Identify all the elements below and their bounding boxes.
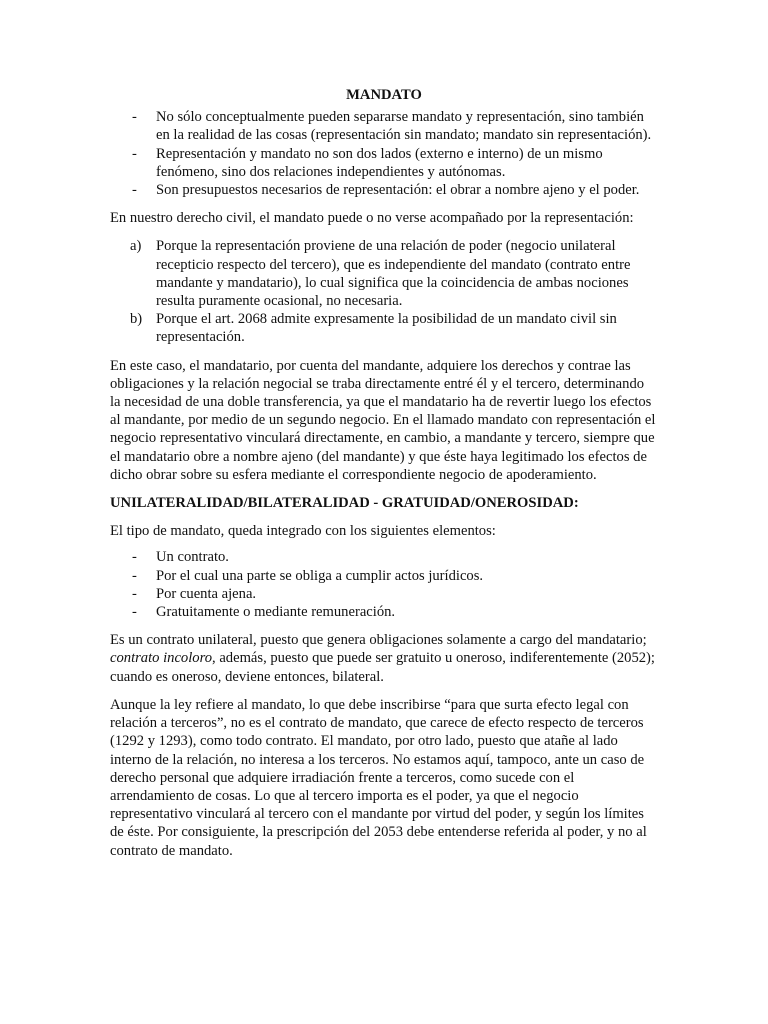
list-marker: a) (130, 238, 142, 255)
list-marker: - (132, 109, 137, 126)
list-marker: - (132, 182, 137, 199)
document-title: MANDATO (346, 87, 422, 103)
elements-list (110, 548, 658, 621)
italic-term: contrato incoloro (110, 650, 213, 667)
list-item-text: Representación y mandato no son dos lados (externo e interno) de un mismo fenómeno, sino dos relaciones independientes y autónomas. (156, 145, 603, 180)
list-item (110, 237, 658, 310)
reasons-list (110, 237, 658, 346)
paragraph-representacion: En nuestro derecho civil, el mandato puede o no verse acompañado por la representación: (110, 210, 634, 227)
intro-list (110, 108, 658, 199)
paragraph-text: , además, puesto que puede ser gratuito u oneroso, indiferentemente (2052); cuando es oneroso, deviene entonces, bilateral. (110, 650, 655, 685)
list-item-text: Porque el art. 2068 admite expresamente la posibilidad de un mandato civil sin representación. (156, 311, 617, 346)
list-marker: - (132, 145, 137, 162)
list-item (110, 567, 658, 585)
list-item (110, 108, 658, 144)
list-item (110, 603, 658, 621)
list-marker: - (132, 585, 137, 602)
paragraph-text: Es un contrato unilateral, puesto que genera obligaciones solamente a cargo del mandatario; (110, 632, 647, 649)
list-marker: - (132, 604, 137, 621)
list-item (110, 548, 658, 566)
list-item-text: Gratuitamente o mediante remuneración. (156, 604, 396, 621)
document-body (110, 86, 658, 860)
paragraph-mandatario: En este caso, el mandatario, por cuenta del mandante, adquiere los derechos y contrae las obligaciones y la relación negocial se traba directamente entré él y el tercero, determinando la necesidad de una doble transferencia, ya que el mandatario ha de revertir luego los efectos al mandante, por medio de un segundo negocio. En el llamado mandato con representación el negocio representativo vinculará directamente, en cambio, a mandante y tercero, siempre que el mandatario obre a nombre ajeno (del mandante) y que éste haya legitimado los efectos de dicho obrar sobre su esfera mediante el correspondiente negocio de apoderamiento. (110, 357, 656, 483)
list-item-text: Por el cual una parte se obliga a cumplir actos jurídicos. (156, 567, 484, 584)
list-item (110, 145, 658, 181)
list-item-text: Son presupuestos necesarios de representación: el obrar a nombre ajeno y el poder. (156, 182, 640, 199)
section-heading: UNILATERALIDAD/BILATERALIDAD - GRATUIDAD/ONEROSIDAD: (110, 495, 579, 512)
paragraph-inscripcion: Aunque la ley refiere al mandato, lo que debe inscribirse “para que surta efecto legal con relación a terceros”, no es el contrato de mandato, que carece de efecto respecto de terceros (1292 y 1293), como todo contrato. El mandato, por otro lado, puesto que atañe al lado interno de la relación, no interesa a los terceros. No estamos aquí, tampoco, ante un caso de derecho personal que adquiere irradiación frente a terceros, como sucede con el arrendamiento de cosas. Lo que al tercero importa es el poder, ya que el negocio representativo vinculará al tercero con el mandante por virtud del poder, y según los límites de éste. Por consiguiente, la prescripción del 2053 debe entenderse referida al poder, y no al contrato de mandato. (110, 696, 647, 859)
paragraph-unilateral (110, 631, 658, 686)
list-item-text: Por cuenta ajena. (156, 585, 257, 602)
list-item (110, 310, 658, 346)
list-item-text: Un contrato. (156, 549, 229, 566)
list-item-text: Porque la representación proviene de una relación de poder (negocio unilateral recepticio respecto del tercero), que es independiente del mandato (contrato entre mandante y mandatario), lo cual significa que la coincidencia de ambas nociones resulta puramente ocasional, no necesaria. (156, 238, 631, 310)
list-marker: - (132, 549, 137, 566)
list-marker: - (132, 567, 137, 584)
list-item (110, 585, 658, 603)
list-item-text: No sólo conceptualmente pueden separarse mandato y representación, sino también en la realidad de las cosas (representación sin mandato; mandato sin representación). (156, 109, 652, 144)
list-marker: b) (130, 311, 143, 328)
list-item (110, 181, 658, 199)
paragraph-tipo-mandato: El tipo de mandato, queda integrado con los siguientes elementos: (110, 523, 496, 540)
